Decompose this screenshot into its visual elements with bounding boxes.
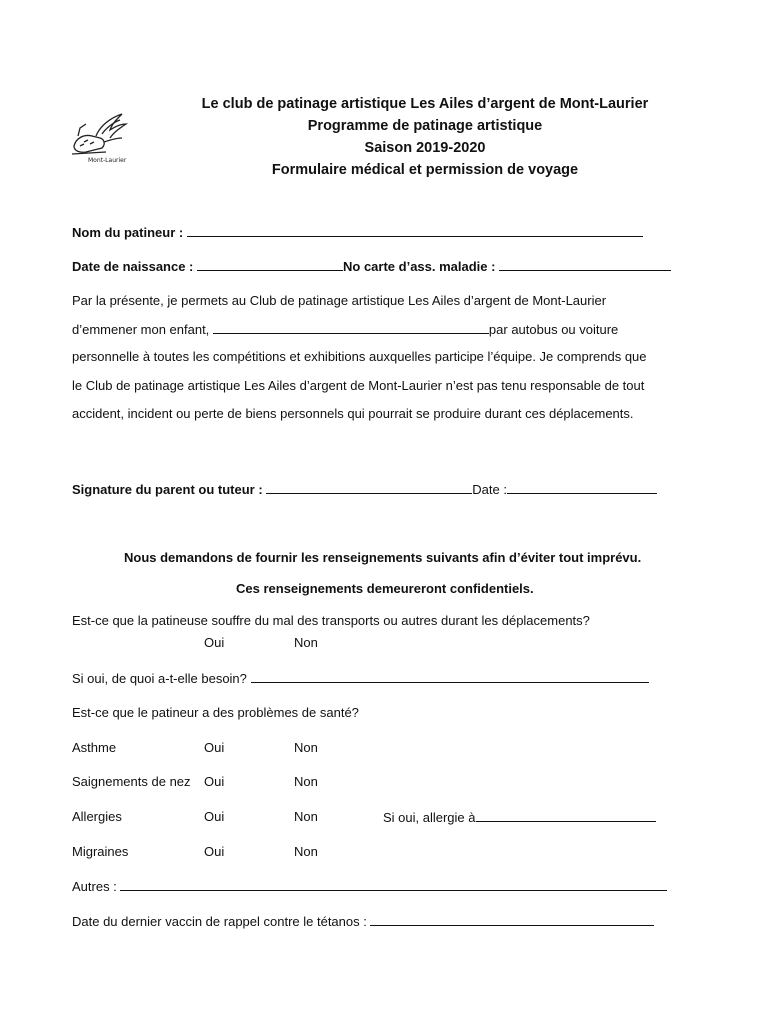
need-line[interactable] (251, 670, 649, 683)
transport-non[interactable]: Non (294, 635, 318, 650)
patineur-name-field (72, 224, 643, 240)
transport-oui[interactable]: Oui (204, 635, 225, 650)
card-label: No carte d’ass. maladie : (343, 259, 496, 274)
permission-line-2a: d’emmener mon enfant, (72, 322, 210, 337)
signature-date-label: Date : (472, 482, 507, 497)
dob-card-row (72, 258, 671, 274)
permission-line-3: personnelle à toutes les compétitions et exhibitions auxquelles participe l’équipe. Je comprends que (72, 349, 647, 364)
autres-row (72, 878, 667, 894)
signature-label: Signature du parent ou tuteur : (72, 482, 263, 497)
allergies-oui[interactable]: Oui (204, 809, 225, 824)
autres-line[interactable] (120, 878, 667, 891)
migraines-label: Migraines (72, 844, 129, 859)
autres-label: Autres : (72, 879, 117, 894)
club-title: Le club de patinage artistique Les Ailes d’argent de Mont-Laurier (201, 96, 649, 112)
tetanos-label: Date du dernier vaccin de rappel contre le tétanos : (72, 914, 367, 929)
migraines-oui[interactable]: Oui (204, 844, 225, 859)
form-title: Formulaire médical et permission de voyage (271, 162, 579, 178)
card-line[interactable] (499, 258, 671, 271)
tetanos-row (72, 913, 654, 929)
child-name-line[interactable] (213, 321, 489, 334)
allergy-detail-row (383, 809, 656, 825)
need-row (72, 670, 649, 686)
notice-line-2: Ces renseignements demeureront confidentiels. (236, 581, 534, 596)
saignements-non[interactable]: Non (294, 774, 318, 789)
patineur-name-label: Nom du patineur : (72, 225, 184, 240)
asthme-oui[interactable]: Oui (204, 740, 225, 755)
season-title: Saison 2019-2020 (364, 140, 486, 156)
permission-line-4: le Club de patinage artistique Les Ailes d’argent de Mont-Laurier n’est pas tenu responsable de tout (72, 378, 645, 393)
dob-line[interactable] (197, 258, 343, 271)
signature-date-line[interactable] (507, 481, 657, 494)
asthme-label: Asthme (72, 740, 117, 755)
svg-text:Mont-Laurier: Mont-Laurier (88, 157, 127, 164)
tetanos-line[interactable] (370, 913, 654, 926)
permission-line-1: Par la présente, je permets au Club de patinage artistique Les Ailes d’argent de Mont-Laurier (72, 293, 607, 308)
permission-line-2 (72, 321, 618, 337)
saignements-label: Saignements de nez (72, 774, 191, 789)
signature-row (72, 481, 657, 497)
allergies-non[interactable]: Non (294, 809, 318, 824)
saignements-oui[interactable]: Oui (204, 774, 225, 789)
notice-line-1: Nous demandons de fournir les renseignements suivants afin d’éviter tout imprévu. (124, 550, 642, 565)
allergy-detail-label: Si oui, allergie à (383, 810, 476, 825)
need-question: Si oui, de quoi a-t-elle besoin? (72, 671, 247, 686)
health-question: Est-ce que le patineur a des problèmes de santé? (72, 705, 359, 720)
permission-line-2b: par autobus ou voiture (488, 322, 619, 337)
asthme-non[interactable]: Non (294, 740, 318, 755)
patineur-name-line[interactable] (187, 224, 643, 237)
migraines-non[interactable]: Non (294, 844, 318, 859)
signature-line[interactable] (266, 481, 472, 494)
transport-question: Est-ce que la patineuse souffre du mal des transports ou autres durant les déplacements? (72, 613, 590, 628)
allergy-detail-line[interactable] (476, 809, 656, 822)
dob-label: Date de naissance : (72, 259, 194, 274)
program-title: Programme de patinage artistique (307, 118, 543, 134)
permission-line-5: accident, incident ou perte de biens personnels qui pourrait se produire durant ces déplacements. (72, 406, 634, 421)
allergies-label: Allergies (72, 809, 122, 824)
